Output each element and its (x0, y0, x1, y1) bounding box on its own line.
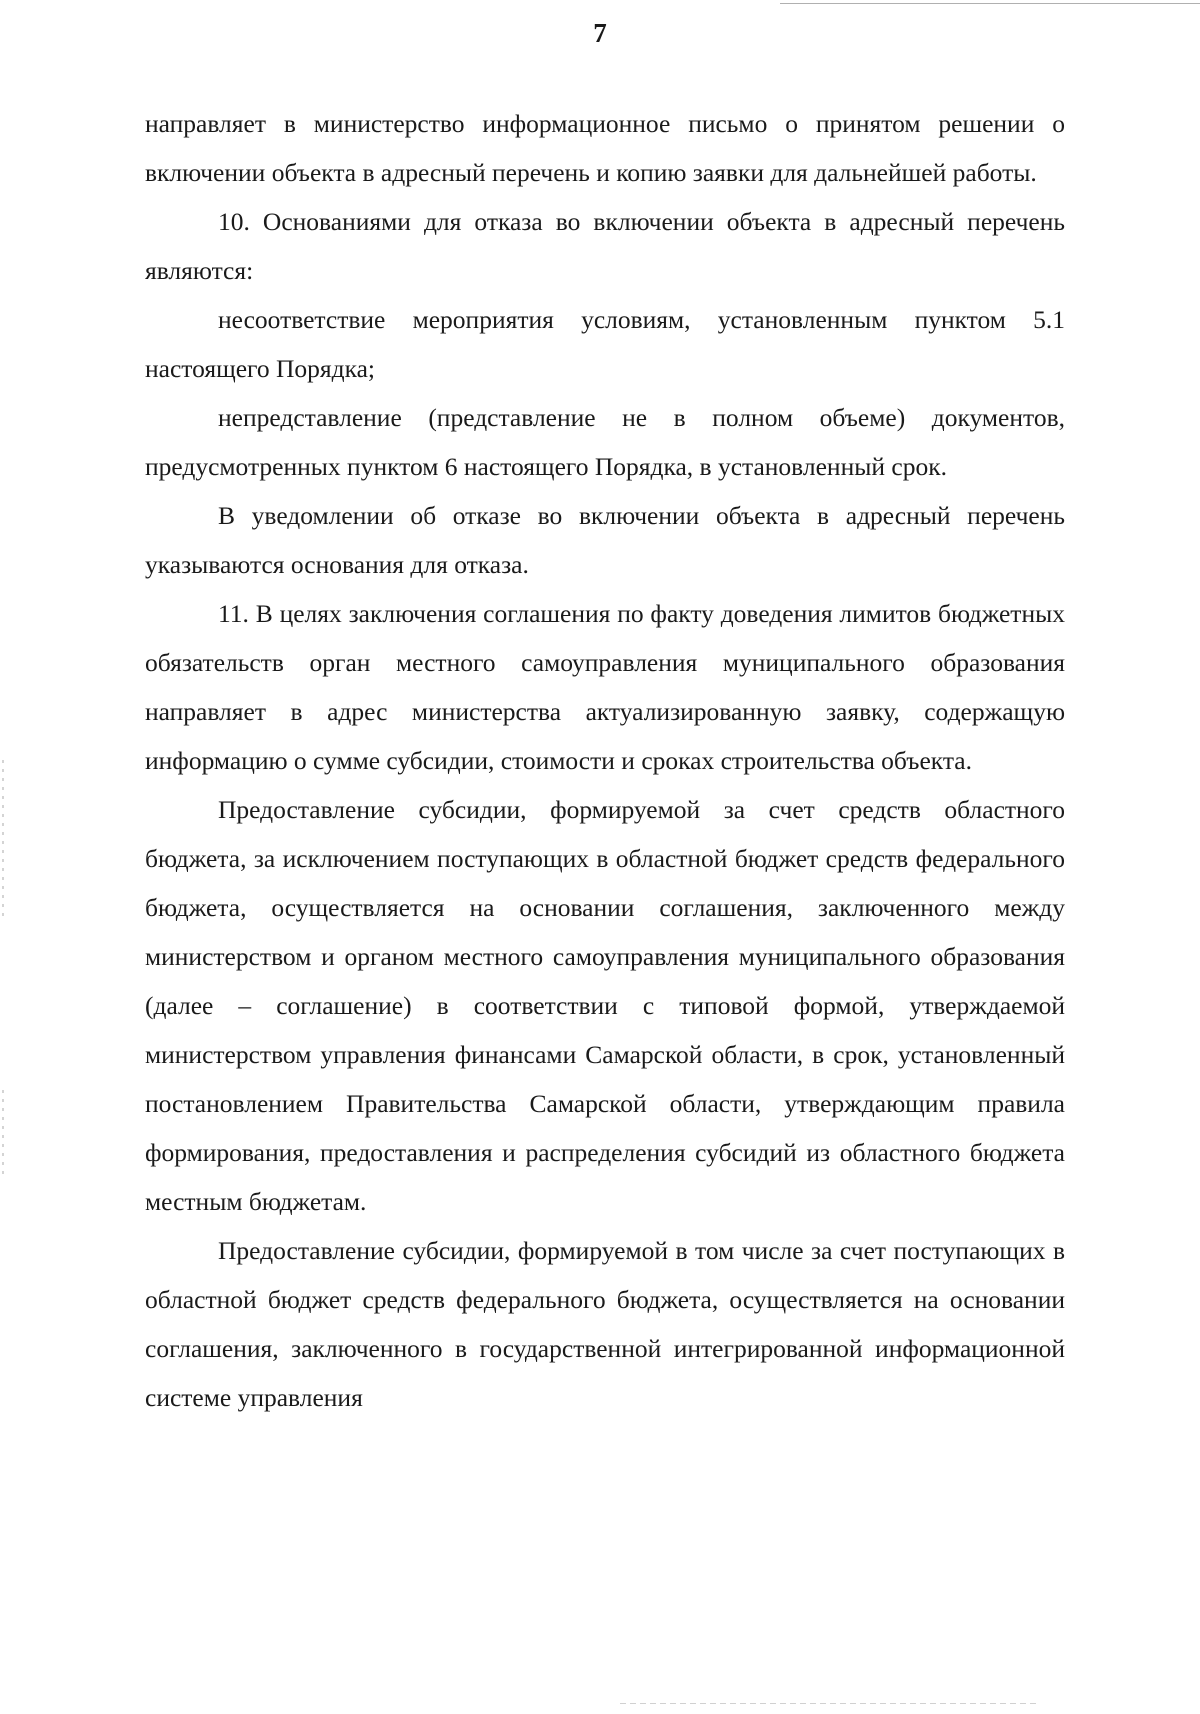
paragraph: 11. В целях заключения соглашения по факту доведения лимитов бюджетных обязательств орган местного самоуправления муниципального образования направляет в адрес министерства актуализированную заявку, содержащую информацию о сумме субсидии, стоимости и сроках строительства объекта. (145, 599, 1065, 775)
paragraph: 10. Основаниями для отказа во включении объекта в адресный перечень являются: (145, 207, 1065, 285)
scan-edge-marks (2, 760, 4, 920)
paragraph: направляет в министерство информационное письмо о принятом решении о включении объекта в адресный перечень и копию заявки для дальнейшей работы. (145, 109, 1065, 187)
paragraph: Предоставление субсидии, формируемой за счет средств областного бюджета, за исключением поступающих в областной бюджет средств федерального бюджета, осуществляется на основании соглашения, заключенного между министерством и органом местного самоуправления муниципального образования (далее – соглашение) в соответствии с типовой формой, утверждаемой министерством управления финансами Самарской области, в срок, установленный постановлением Правительства Самарской области, утверждающим правила формирования, предоставления и распределения субсидий из областного бюджета местным бюджетам. (145, 795, 1065, 1216)
document-body (145, 99, 1065, 1422)
page-number: 7 (593, 18, 607, 48)
scan-edge-line (780, 3, 1200, 4)
scan-edge-marks (2, 1090, 4, 1180)
scan-edge-line (620, 1703, 1040, 1704)
paragraph: Предоставление субсидии, формируемой в том числе за счет поступающих в областной бюджет средств федерального бюджета, осуществляется на основании соглашения, заключенного в государственной интегрированной информационной системе управления (145, 1236, 1065, 1412)
paragraph: несоответствие мероприятия условиям, установленным пунктом 5.1 настоящего Порядка; (145, 305, 1065, 383)
paragraph: В уведомлении об отказе во включении объекта в адресный перечень указываются основания для отказа. (145, 501, 1065, 579)
paragraph: непредставление (представление не в полном объеме) документов, предусмотренных пунктом 6 настоящего Порядка, в установленный срок. (145, 403, 1065, 481)
